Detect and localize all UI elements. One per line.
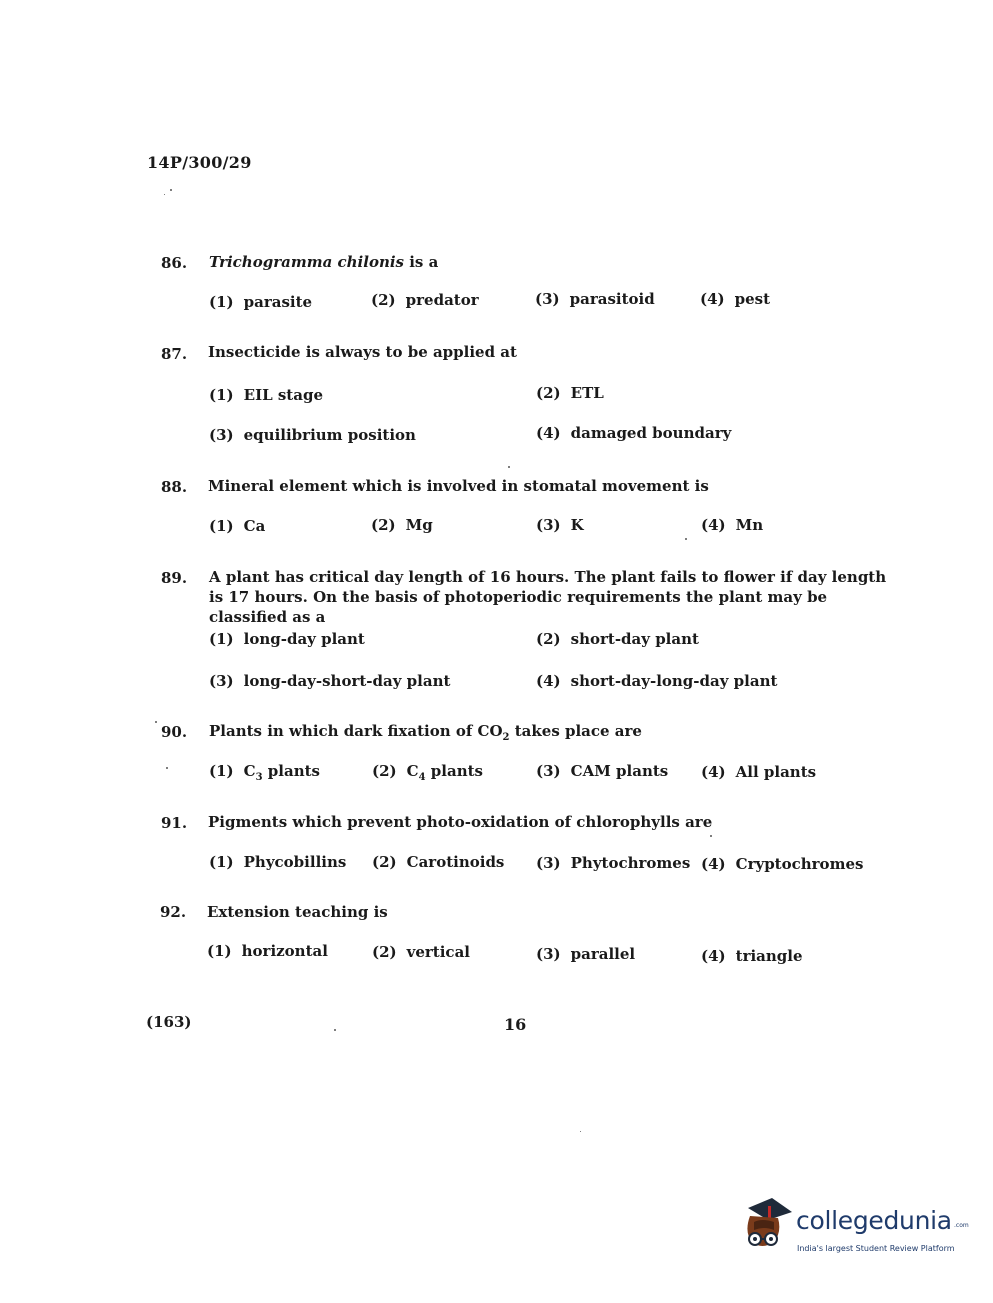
option-1[interactable]: (1) Phycobillins: [209, 853, 347, 871]
question-text: Plants in which dark fixation of $CO_2$ takes place are: [209, 722, 642, 743]
option-1[interactable]: (1) EIL stage: [209, 386, 323, 404]
page-number: 16: [504, 1015, 527, 1034]
question-text: Extension teaching is: [207, 903, 388, 921]
scan-speck: [155, 721, 157, 723]
option-3[interactable]: (3) Phytochromes: [536, 854, 691, 872]
option-3[interactable]: (3) parasitoid: [535, 290, 655, 308]
question-number: 90.: [161, 723, 188, 741]
scan-speck: [166, 767, 168, 769]
scan-speck: [580, 1131, 581, 1132]
question-text: A plant has critical day length of 16 hours. The plant fails to flower if day length is 17 hours. On the basis of photoperiodic requirements the plant may be classified as a: [209, 568, 887, 626]
question-number: 86.: [161, 254, 188, 272]
option-4[interactable]: (4) Mn: [701, 516, 764, 534]
question-text: Pigments which prevent photo-oxidation of chlorophylls are: [208, 813, 713, 831]
logo-name: collegedunia: [796, 1206, 952, 1235]
question-number: 89.: [161, 569, 188, 587]
question-number: 91.: [161, 814, 188, 832]
question-number: 92.: [160, 903, 187, 921]
question-number: 88.: [161, 478, 188, 496]
option-3[interactable]: (3) parallel: [536, 945, 636, 963]
option-3[interactable]: (3) long-day-short-day plant: [209, 672, 451, 690]
species-name: Trichogramma chilonis: [209, 253, 404, 271]
logo-tagline: India's largest Student Review Platform: [797, 1244, 955, 1253]
scan-speck: [685, 538, 687, 540]
option-4[interactable]: (4) short-day-long-day plant: [536, 672, 778, 690]
option-4[interactable]: (4) damaged boundary: [536, 424, 732, 442]
option-3[interactable]: (3) CAM plants: [536, 762, 669, 780]
option-1[interactable]: (1) parasite: [209, 293, 313, 311]
footer-code: (163): [146, 1013, 192, 1031]
option-3[interactable]: (3) equilibrium position: [209, 426, 416, 444]
option-4[interactable]: (4) Cryptochromes: [701, 855, 864, 873]
option-2[interactable]: (2) $C_4$ plants: [372, 762, 483, 783]
option-2[interactable]: (2) predator: [371, 291, 479, 309]
option-1[interactable]: (1) long-day plant: [209, 630, 365, 648]
option-1[interactable]: (1) horizontal: [207, 942, 328, 960]
question-number: 87.: [161, 345, 188, 363]
scan-speck: [710, 835, 712, 837]
option-2[interactable]: (2) vertical: [372, 943, 470, 961]
mascot-icon: [738, 1196, 796, 1262]
question-text: Mineral element which is involved in stomatal movement is: [208, 477, 709, 495]
question-text: Trichogramma chilonis is a: [209, 253, 439, 271]
option-2[interactable]: (2) short-day plant: [536, 630, 699, 648]
scan-speck: [508, 466, 510, 468]
option-2[interactable]: (2) Mg: [371, 516, 433, 534]
option-2[interactable]: (2) ETL: [536, 384, 604, 402]
option-2[interactable]: (2) Carotinoids: [372, 853, 505, 871]
option-4[interactable]: (4) triangle: [701, 947, 803, 965]
option-1[interactable]: (1) $C_3$ plants: [209, 762, 320, 783]
scan-speck: [334, 1029, 336, 1031]
collegedunia-logo: [738, 1196, 969, 1262]
option-4[interactable]: (4) pest: [700, 290, 771, 308]
paper-code: 14P/300/29: [147, 153, 252, 172]
option-3[interactable]: (3) K: [536, 516, 584, 534]
option-4[interactable]: (4) All plants: [701, 763, 817, 781]
scan-speck: [170, 189, 172, 191]
option-1[interactable]: (1) Ca: [209, 517, 266, 535]
scan-speck: [164, 194, 165, 195]
logo-domain-suffix: .com: [954, 1222, 969, 1229]
question-text: Insecticide is always to be applied at: [208, 343, 517, 361]
